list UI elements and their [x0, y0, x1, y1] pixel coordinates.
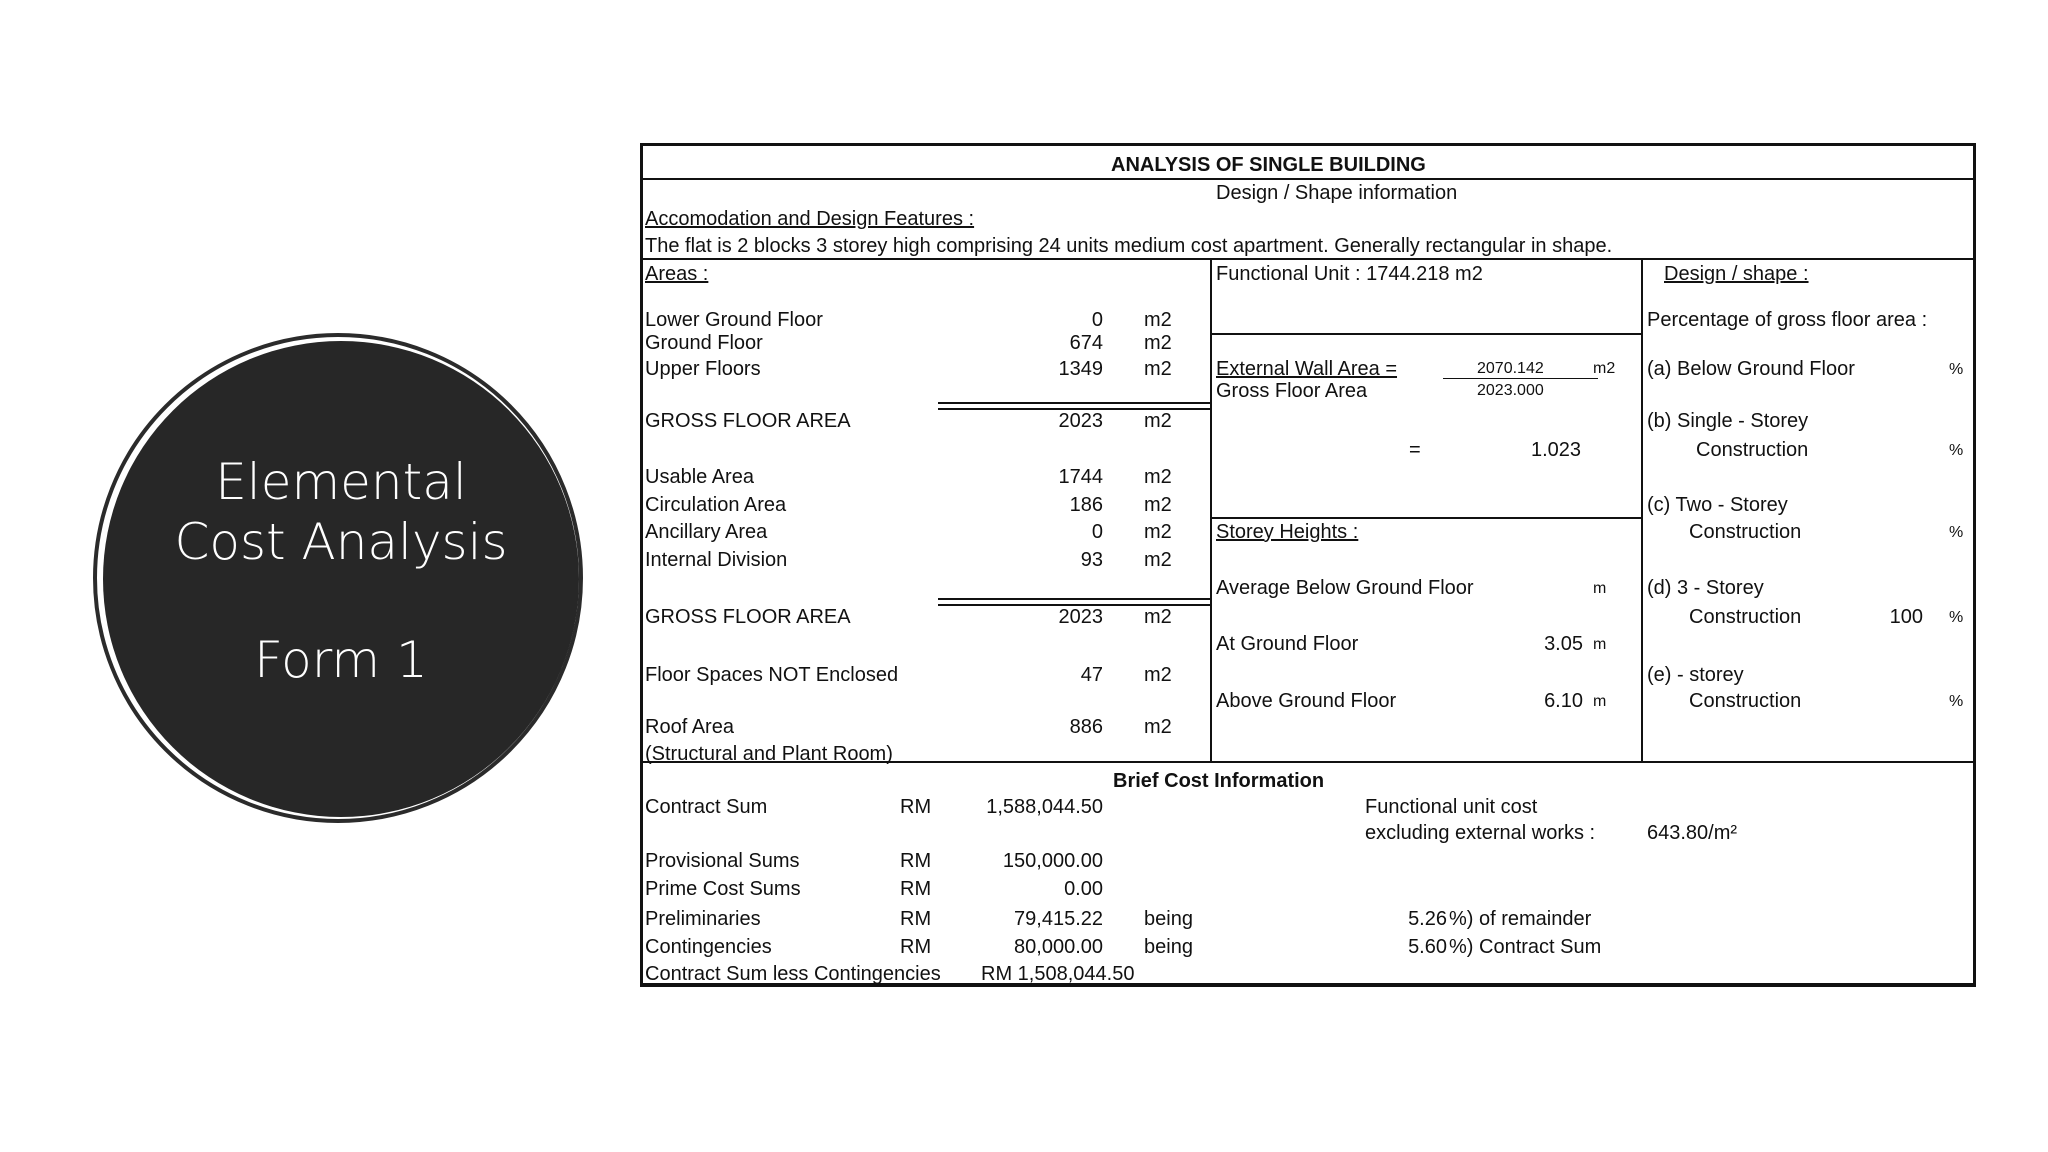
above-ground-label: Above Ground Floor [1216, 690, 1397, 712]
functional-unit-cost-value: 643.80/m² [1647, 822, 1738, 844]
contract-sum-less-value: RM 1,508,044.50 [981, 963, 1135, 985]
area-name: Ground Floor [645, 332, 763, 354]
divider [1210, 333, 1642, 335]
divider [643, 178, 1973, 180]
currency: RM [900, 878, 932, 900]
pct-gfa-label: Percentage of gross floor area : [1647, 309, 1928, 331]
preliminaries-note: %) of remainder [1449, 908, 1592, 930]
roof-value: 886 [1069, 716, 1103, 738]
external-wall-area-value: 2070.142 [1477, 360, 1544, 377]
area-name: Internal Division [645, 549, 788, 571]
contract-sum-label: Contract Sum [645, 796, 768, 818]
area-unit: m2 [1144, 549, 1172, 571]
storey-heights-label: Storey Heights : [1216, 521, 1359, 543]
area-unit: m2 [1144, 466, 1172, 488]
title-circle [103, 341, 579, 817]
below-ground-unit: m [1593, 580, 1607, 597]
ratio-equals: = [1409, 439, 1421, 461]
external-wall-area-unit: m2 [1593, 360, 1616, 377]
at-ground-label: At Ground Floor [1216, 633, 1359, 655]
area-name: Lower Ground Floor [645, 309, 823, 331]
three-storey-value: 100 [1889, 606, 1923, 628]
area-name: Ancillary Area [645, 521, 768, 543]
currency: RM [900, 936, 932, 958]
fraction-rule [1443, 378, 1598, 379]
above-ground-unit: m [1593, 693, 1607, 710]
title-line-3: Form 1 [254, 631, 428, 689]
currency: RM [900, 908, 932, 930]
cost-heading: Brief Cost Information [1113, 770, 1325, 792]
area-value: 186 [1069, 494, 1103, 516]
contract-sum-value: 1,588,044.50 [986, 796, 1103, 818]
gfa-value: 2023 [1058, 410, 1103, 432]
at-ground-value: 3.05 [1544, 633, 1583, 655]
percent-sign: % [1949, 693, 1964, 710]
contingencies-value: 80,000.00 [1014, 936, 1103, 958]
title-line-1: Elemental [215, 453, 467, 511]
form-heading: ANALYSIS OF SINGLE BUILDING [1111, 154, 1426, 176]
area-unit: m2 [1144, 332, 1172, 354]
provisional-sums-value: 150,000.00 [1002, 850, 1103, 872]
wall-floor-ratio: 1.023 [1531, 439, 1582, 461]
percent-sign: % [1949, 442, 1964, 459]
contract-sum-less-label: Contract Sum less Contingencies [645, 963, 941, 985]
area-name: Upper Floors [645, 358, 761, 380]
area-name: Usable Area [645, 466, 754, 488]
preliminaries-label: Preliminaries [645, 908, 761, 930]
area-value: 674 [1069, 332, 1103, 354]
functional-unit-cost-label: Functional unit cost [1365, 796, 1538, 818]
area-unit: m2 [1144, 521, 1172, 543]
three-storey: (d) 3 - Storey [1647, 577, 1764, 599]
below-ground-floor: (a) Below Ground Floor [1647, 358, 1855, 380]
not-enclosed-label: Floor Spaces NOT Enclosed [645, 664, 899, 686]
area-unit: m2 [1144, 494, 1172, 516]
double-rule [938, 402, 1210, 410]
two-storey-construction: Construction [1689, 521, 1802, 543]
functional-unit: Functional Unit : 1744.218 m2 [1216, 263, 1483, 285]
roof-label: Roof Area [645, 716, 734, 738]
two-storey: (c) Two - Storey [1647, 494, 1788, 516]
at-ground-unit: m [1593, 636, 1607, 653]
gfa-unit: m2 [1144, 606, 1172, 628]
single-storey: (b) Single - Storey [1647, 410, 1809, 432]
areas-label: Areas : [645, 263, 709, 285]
contingencies-label: Contingencies [645, 936, 772, 958]
double-rule [938, 598, 1210, 606]
divider [1210, 517, 1642, 519]
contingencies-note: %) Contract Sum [1449, 936, 1602, 958]
gfa-value: 2023 [1058, 606, 1103, 628]
area-value: 0 [1091, 521, 1103, 543]
roof-unit: m2 [1144, 716, 1172, 738]
single-storey-construction: Construction [1696, 439, 1809, 461]
area-unit: m2 [1144, 358, 1172, 380]
gross-floor-area-label: Gross Floor Area [1216, 380, 1368, 402]
accommodation-label: Accomodation and Design Features : [645, 208, 975, 230]
gfa-label: GROSS FLOOR AREA [645, 410, 851, 432]
gross-floor-area-value: 2023.000 [1477, 382, 1544, 399]
three-storey-construction: Construction [1689, 606, 1802, 628]
divider [643, 258, 1973, 260]
prime-cost-sums-value: 0.00 [1064, 878, 1103, 900]
contingencies-being: being [1144, 936, 1193, 958]
percent-sign: % [1949, 609, 1964, 626]
area-value: 1744 [1058, 466, 1103, 488]
not-enclosed-value: 47 [1080, 664, 1103, 686]
prime-cost-sums-label: Prime Cost Sums [645, 878, 801, 900]
other-storey: (e) - storey [1647, 664, 1744, 686]
design-shape-label: Design / shape : [1664, 263, 1809, 285]
analysis-form [640, 143, 1976, 987]
percent-sign: % [1949, 524, 1964, 541]
below-ground-label: Average Below Ground Floor [1216, 577, 1474, 599]
gfa-unit: m2 [1144, 410, 1172, 432]
contingencies-pct: 5.60 [1408, 936, 1447, 958]
gfa-label: GROSS FLOOR AREA [645, 606, 851, 628]
form-subheading: Design / Shape information [1216, 182, 1458, 204]
preliminaries-being: being [1144, 908, 1193, 930]
area-name: Circulation Area [645, 494, 787, 516]
area-value: 0 [1091, 309, 1103, 331]
above-ground-value: 6.10 [1544, 690, 1583, 712]
percent-sign: % [1949, 361, 1964, 378]
functional-unit-cost-label-2: excluding external works : [1365, 822, 1596, 844]
provisional-sums-label: Provisional Sums [645, 850, 800, 872]
accommodation-text: The flat is 2 blocks 3 storey high comprising 24 units medium cost apartment. Generally rectangular in shape. [645, 235, 1613, 257]
roof-label-2: (Structural and Plant Room) [645, 743, 893, 765]
external-wall-area-label: External Wall Area = [1216, 358, 1398, 380]
preliminaries-value: 79,415.22 [1014, 908, 1103, 930]
area-unit: m2 [1144, 309, 1172, 331]
other-storey-construction: Construction [1689, 690, 1802, 712]
area-value: 93 [1080, 549, 1103, 571]
preliminaries-pct: 5.26 [1408, 908, 1447, 930]
title-line-2: Cost Analysis [174, 513, 508, 571]
not-enclosed-unit: m2 [1144, 664, 1172, 686]
currency: RM [900, 796, 932, 818]
currency: RM [900, 850, 932, 872]
area-value: 1349 [1058, 358, 1103, 380]
